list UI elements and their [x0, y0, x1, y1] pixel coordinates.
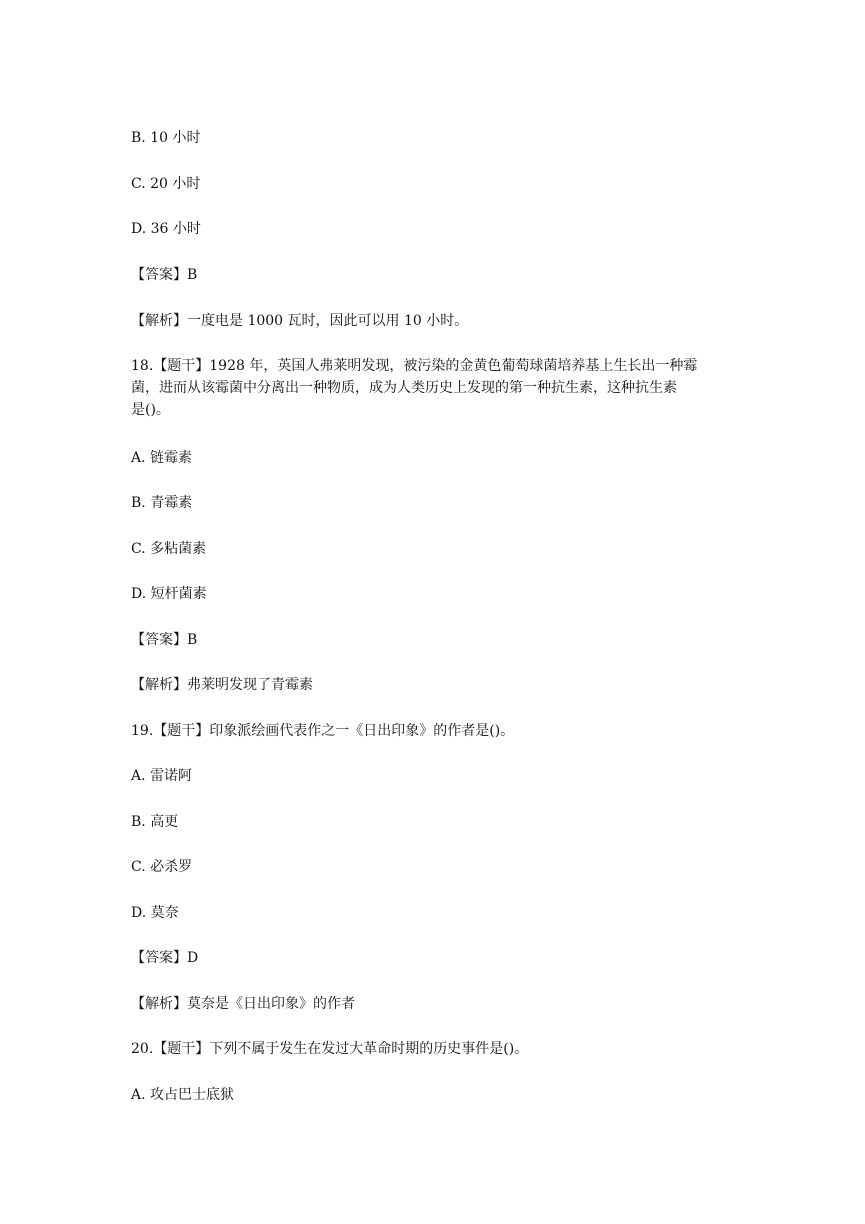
question-18-line-3: 是()。	[131, 402, 170, 418]
question-18-line-2: 菌，进而从该霉菌中分离出一种物质，成为人类历史上发现的第一种抗生素，这种抗生素	[131, 380, 677, 396]
option-c-q17: C. 20 小时	[131, 176, 201, 192]
answer-q19: 【答案】D	[131, 950, 199, 966]
option-b-q17: B. 10 小时	[131, 130, 201, 146]
explanation-q19: 【解析】莫奈是《日出印象》的作者	[131, 996, 355, 1012]
answer-q18: 【答案】B	[131, 632, 198, 648]
option-a-q18: A. 链霉素	[131, 450, 193, 466]
option-b-q19: B. 高更	[131, 814, 179, 830]
question-19-stem: 19.【题干】印象派绘画代表作之一《日出印象》的作者是()。	[131, 723, 515, 739]
explanation-q17: 【解析】一度电是 1000 瓦时，因此可以用 10 小时。	[131, 313, 469, 329]
option-a-q19: A. 雷诺阿	[131, 768, 193, 784]
question-20-stem: 20.【题干】下列不属于发生在发过大革命时期的历史事件是()。	[131, 1041, 529, 1057]
option-c-q18: C. 多粘菌素	[131, 541, 207, 557]
question-18-line-1: 18.【题干】1928 年，英国人弗莱明发现，被污染的金黄色葡萄球菌培养基上生长出一种霉	[131, 358, 698, 374]
option-d-q18: D. 短杆菌素	[131, 586, 207, 602]
explanation-q18: 【解析】弗莱明发现了青霉素	[131, 677, 313, 693]
answer-q17: 【答案】B	[131, 267, 198, 283]
option-d-q17: D. 36 小时	[131, 221, 201, 237]
option-a-q20: A. 攻占巴士底狱	[131, 1087, 235, 1103]
question-18-stem	[131, 355, 741, 421]
option-b-q18: B. 青霉素	[131, 495, 193, 511]
option-d-q19: D. 莫奈	[131, 905, 179, 921]
option-c-q19: C. 必杀罗	[131, 859, 193, 875]
